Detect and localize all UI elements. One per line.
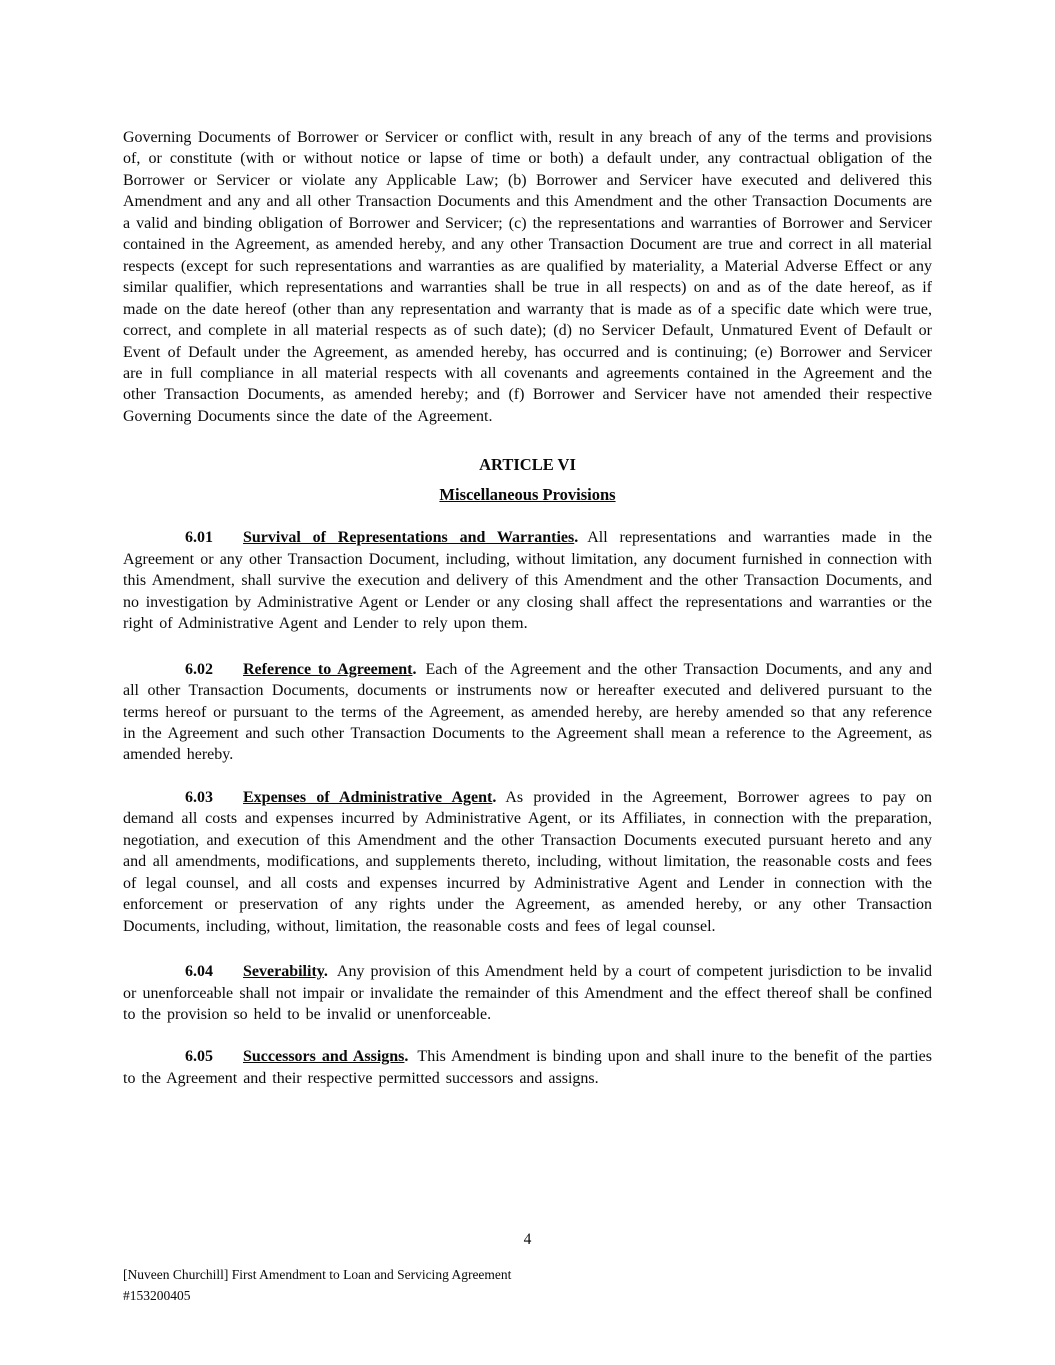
section-heading-period: . xyxy=(323,963,328,981)
page-number: 4 xyxy=(523,1231,532,1248)
section-6-02 xyxy=(123,659,932,766)
section-heading: Reference to Agreement xyxy=(243,660,413,678)
section-number: 6.02 xyxy=(185,660,213,678)
section-body: Any provision of this Amendment held by a court of competent jurisdiction to be invalid or unenforceable shall not impair or invalidate the remainder of this Amendment and the effect thereof shall be confined to the provision so held to be invalid or unenforceable. xyxy=(123,963,932,1023)
section-6-04 xyxy=(123,961,932,1025)
section-6-05 xyxy=(123,1046,932,1089)
section-number: 6.03 xyxy=(185,788,213,806)
section-heading-period: . xyxy=(574,529,579,547)
intro-paragraph: Governing Documents of Borrower or Servicer or conflict with, result in any breach of any of the terms and provisions of, or constitute (with or without notice or lapse of time or both) a default under, any contractual obligation of the Borrower or Servicer or violate any Applicable Law; (b) Borrower and Servicer have executed and delivered this Amendment and any and all other Transaction Documents and this Amendment and the other Transaction Documents are a valid and binding obligation of Borrower and Servicer; (c) the representations and warranties of Borrower and Servicer contained in the Agreement, as amended hereby, and any other Transaction Document are true and correct in all material respects (except for such representations and warranties as are qualified by materiality, a Material Adverse Effect or any similar qualifier, which representations and warranties shall be true in all respects) on and as of the date hereof, as if made on the date hereof (other than any representation and warranty that is made as of a specific date which were true, correct, and complete in all material respects as of such date); (d) no Servicer Default, Unmatured Event of Default or Event of Default under the Agreement, as amended hereby, has occurred and is continuing; (e) Borrower and Servicer are in full compliance in all material respects with all covenants and agreements contained in the Agreement and the other Transaction Documents, as amended hereby; and (f) Borrower and Servicer have not amended their respective Governing Documents since the date of the Agreement. xyxy=(123,129,932,425)
footer-doc-number: #153200405 xyxy=(123,1287,191,1303)
section-6-01 xyxy=(123,527,932,634)
section-body: All representations and warranties made in the Agreement or any other Transaction Document, including, without limitation, any document furnished in connection with this Amendment, shall survive the execution and delivery of this Amendment and the other Transaction Documents, and no investigation by Administrative Agent or Lender or any closing shall affect the representations and warranties or the right of Administrative Agent and Lender to rely upon them. xyxy=(123,529,932,633)
article-subtitle: Miscellaneous Provisions xyxy=(439,485,616,505)
section-body: As provided in the Agreement, Borrower agrees to pay on demand all costs and expenses incurred by Administrative Agent, or its Affiliates, in connection with the preparation, negotiation, and execution of this Amendment and the other Transaction Documents executed pursuant hereto and any and all amendments, modifications, and supplements thereto, including, without limitation, the reasonable costs and fees of legal counsel, and all costs and expenses incurred by Administrative Agent and Lender in connection with the enforcement or preservation of any rights under the Agreement, as amended hereby, or any other Transaction Documents, including, without, limitation, the reasonable costs and fees of legal counsel. xyxy=(123,788,933,935)
section-body: This Amendment is binding upon and shall inure to the benefit of the parties to the Agreement and their respective permitted successors and assigns. xyxy=(123,1048,933,1087)
section-heading-period: . xyxy=(492,788,497,806)
section-number: 6.05 xyxy=(185,1048,213,1066)
section-heading-period: . xyxy=(412,660,417,678)
section-heading: Successors and Assigns xyxy=(243,1048,405,1066)
document-footer xyxy=(123,1265,932,1306)
section-body: Each of the Agreement and the other Transaction Documents, and any and all other Transaction Documents, documents or instruments now or hereafter executed and delivered pursuant to the terms hereof or pursuant to the terms of the Agreement, as amended hereby, are hereby amended so that any reference in the Agreement and such other Transaction Documents to the Agreement shall mean a reference to the Agreement, as amended hereby. xyxy=(123,660,932,764)
section-heading: Survival of Representations and Warranties xyxy=(243,529,575,547)
section-number: 6.04 xyxy=(185,963,213,981)
section-6-03 xyxy=(123,787,932,937)
article-title: ARTICLE VI xyxy=(479,455,576,475)
section-number: 6.01 xyxy=(185,529,213,547)
section-heading: Severability xyxy=(243,963,324,981)
footer-doc-title: [Nuveen Churchill] First Amendment to Loan and Servicing Agreement xyxy=(123,1267,512,1282)
document-content xyxy=(123,127,932,1111)
section-heading-period: . xyxy=(404,1048,409,1066)
section-heading: Expenses of Administrative Agent xyxy=(243,788,493,806)
